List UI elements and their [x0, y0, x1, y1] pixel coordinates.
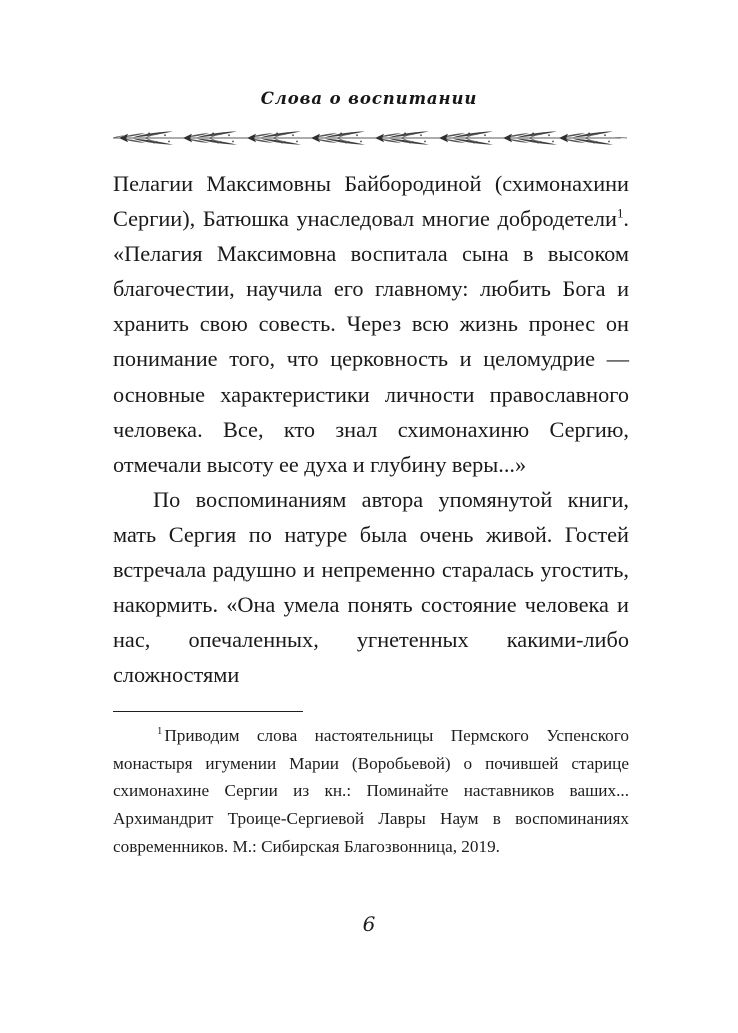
running-head-title: Слова о воспитании	[260, 89, 478, 108]
footnote-text	[113, 722, 629, 861]
laurel-vine-divider-ornament	[113, 125, 627, 151]
footnote-reference-marker[interactable]: 1	[616, 205, 624, 221]
footnote-body: Приводим слова настоятельницы Пермского Успенского монастыря игумении Марии (Воробьевой) о почившей старице схимонахине Сергии из кн.: Поминайте наставников ваших... Архимандрит Троице-Сергиевой Лавры Наум в воспоминаниях современников. М.: Сибирская Благозвонница, 2019.	[113, 726, 629, 856]
body-paragraph-2: По воспоминаниям автора упомянутой книги, мать Сергия по натуре была очень живой. Гостей встречала радушно и непременно старалась угостить, накормить. «Она умела понять состояние человека и нас, опечаленных, угнетенных какими-либо сложностями	[113, 486, 629, 688]
paragraph-1-text-after-footnote: . «Пелагия Максимовна воспитала сына в высоком благочестии, научила его главному: любить Бога и хранить свою совесть. Через всю жизнь пронес он понимание того, что церковность и целомудрие — основные характеристики личности православного человека. Все, кто знал схимонахиню Сергию, отмечали высоту ее духа и глубину веры...»	[113, 206, 629, 477]
footnote-number-marker: 1	[157, 726, 163, 738]
body-paragraph-1	[113, 166, 629, 482]
footnote-block	[113, 711, 629, 861]
paragraph-1-text-before-footnote: Пелагии Максимовны Байбородиной (схимонахини Сергии), Батюшка унаследовал многие добродетели	[113, 171, 629, 232]
page-number-folio: 6	[362, 912, 376, 936]
footnote-separator-rule	[113, 711, 303, 712]
body-text-column	[113, 166, 629, 692]
